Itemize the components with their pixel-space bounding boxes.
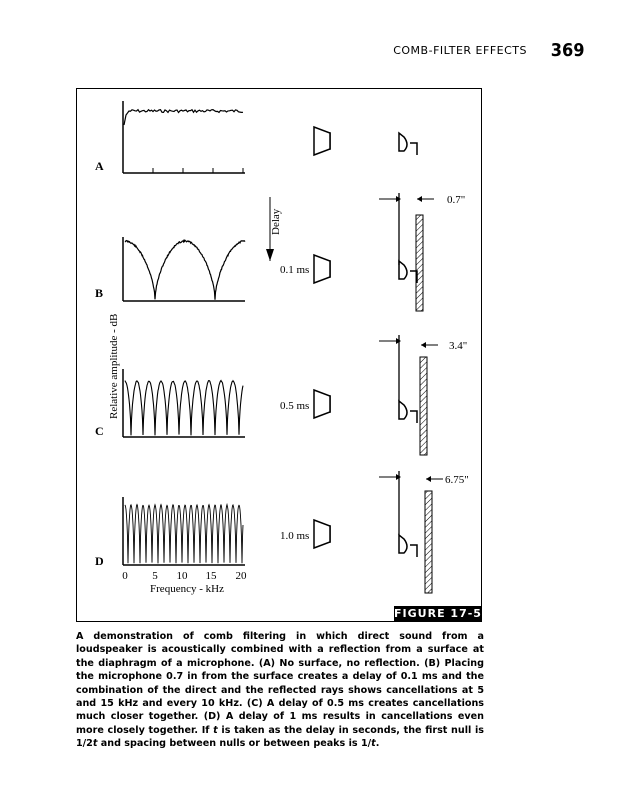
speaker-icon [314,520,330,548]
microphone-icon [399,401,417,423]
surface-c [379,335,467,455]
caption-var: t [371,738,376,750]
caption-text: . [375,738,380,750]
page-number: 369 [551,40,585,61]
microphone-icon [399,261,417,283]
y-axis-label: Relative amplitude - dB [108,313,120,419]
x-axis-label: Frequency - kHz [150,583,224,595]
caption-text: and spacing between nulls or between peaks is 1/ [97,738,372,750]
graph-b [123,237,245,301]
caption-var: t [213,724,218,736]
delay-label: 0.5 ms [280,400,310,412]
surface-b [379,193,465,311]
figure-box [76,88,482,622]
x-tick-label: 5 [152,570,158,582]
trace-a [124,110,243,125]
delay-axis-label: Delay [270,208,282,235]
graph-d [123,497,245,565]
delay-label: 1.0 ms [280,530,310,542]
caption-var: t [92,738,98,750]
surface-d [379,471,469,593]
distance-label: 3.4" [449,340,468,352]
graph-a [123,101,245,173]
delay-arrow [266,197,282,261]
figure-caption [76,630,484,751]
panel-letter-b: B [95,286,104,300]
panel-letter-c: C [95,424,104,438]
microphone-icon [399,133,417,155]
distance-label: 6.75" [445,474,469,486]
distance-label: 0.7" [447,194,466,206]
figure-illustration [77,89,481,621]
x-tick-label: 10 [176,570,188,582]
x-tick-label: 0 [122,570,128,582]
figure-label: FIGURE 17-5 [394,607,482,620]
x-tick-label: 20 [235,570,247,582]
running-head: COMB-FILTER EFFECTS [393,44,527,57]
x-tick-labels [122,570,247,582]
caption-text: A demonstration of comb filtering in which direct sound from a loudspeaker is acoustically combined with a reflection from a surface at the diaphragm of a microphone. (A) No surface, no reflection. (B) Placing the microphone 0.7 in from the surface creates a delay of 0.1 ms and the combination of the direct and the reflected rays shows cancellations at 5 and 15 kHz and every 10 kHz. (C) A delay of 0.5 ms creates cancellations much closer together. (D) A delay of 1 ms results in cancellations even more closely together. If [76,631,484,736]
trace-d [125,505,243,564]
trace-b [125,240,245,299]
delay-label: 0.1 ms [280,264,310,276]
trace-c [125,381,243,436]
panel-letter-a: A [95,159,104,173]
speaker-icon [314,255,330,283]
graph-c [123,369,245,437]
x-tick-label: 15 [205,570,217,582]
panel-letter-d: D [95,554,104,568]
microphone-icon [399,535,417,557]
page-header [0,40,585,64]
speaker-icon [314,127,330,155]
caption-text: is taken as the delay in seconds, the first null is 1/2 [76,724,484,750]
speaker-icon [314,390,330,418]
